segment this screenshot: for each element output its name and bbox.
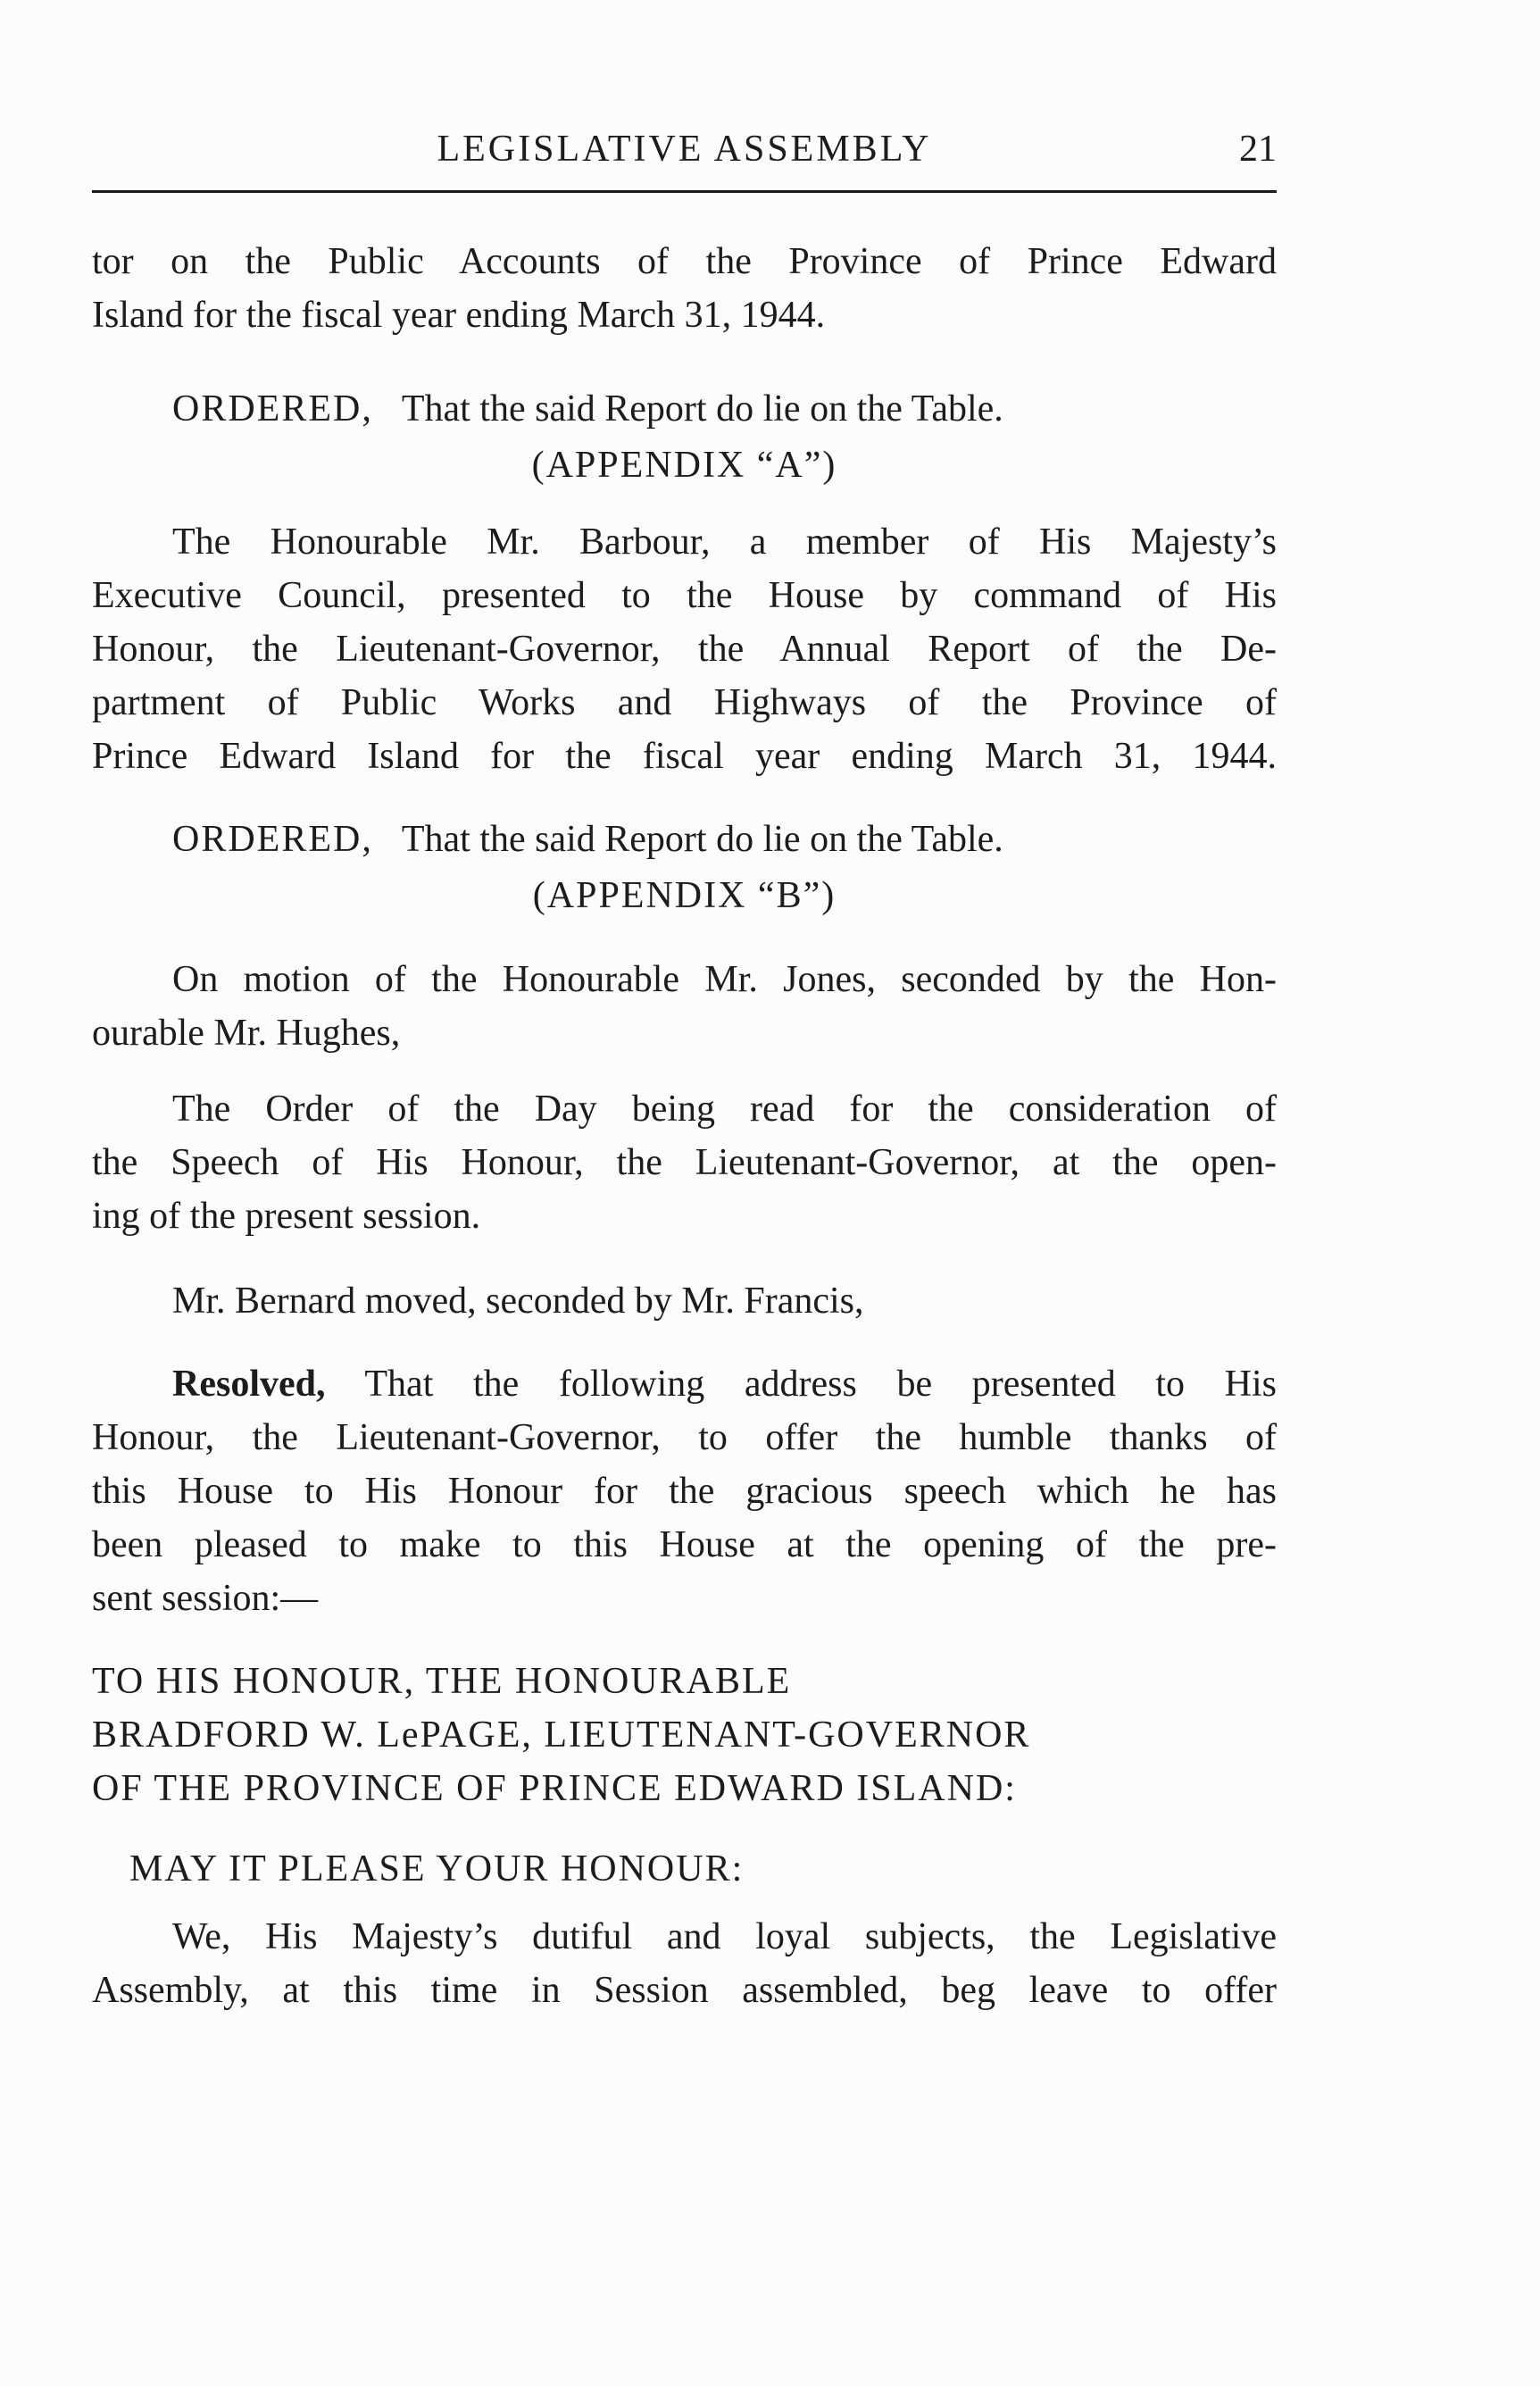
ordered-text: That the said Report do lie on the Table. <box>401 819 1003 860</box>
resolved-line <box>172 1365 1277 1403</box>
resolved-text: That the following address be presented to His <box>364 1364 1278 1405</box>
paragraph-line: The Honourable Mr. Barbour, a member of His Majesty’s <box>172 521 1277 563</box>
appendix-a-label: (APPENDIX “A”) <box>531 445 837 486</box>
paragraph-line: Prince Edward Island for the fiscal year ending March 31, 1944. <box>92 736 1277 777</box>
paragraph-line: the Speech of His Honour, the Lieutenant-Governor, at the open- <box>92 1142 1277 1183</box>
paragraph-line: Honour, the Lieutenant-Governor, the Annual Report of the De- <box>92 629 1277 670</box>
running-head: LEGISLATIVE ASSEMBLY <box>437 129 932 170</box>
appendix-b-label: (APPENDIX “B”) <box>532 875 837 916</box>
address-line: OF THE PROVINCE OF PRINCE EDWARD ISLAND: <box>92 1768 1017 1809</box>
paragraph-line: Assembly, at this time in Session assembled, beg leave to offer <box>92 1970 1277 2011</box>
salutation: MAY IT PLEASE YOUR HONOUR: <box>129 1848 745 1890</box>
page-header <box>92 119 1277 193</box>
ordered-keyword: ORDERED, <box>172 388 373 430</box>
ordered-text: That the said Report do lie on the Table. <box>401 388 1003 430</box>
address-line: TO HIS HONOUR, THE HONOURABLE <box>92 1661 792 1702</box>
ordered-line <box>172 390 1277 428</box>
ordered-line <box>172 821 1277 858</box>
paragraph-line: The Order of the Day being read for the consideration of <box>172 1089 1277 1130</box>
paragraph-line: ourable Mr. Hughes, <box>92 1013 401 1054</box>
resolved-keyword: Resolved, <box>172 1364 326 1405</box>
paragraph-line: been pleased to make to this House at the opening of the pre- <box>92 1524 1277 1565</box>
page-number: 21 <box>1239 129 1277 170</box>
paragraph-line: partment of Public Works and Highways of the Province of <box>92 682 1277 723</box>
paragraph-line: ing of the present session. <box>92 1196 481 1237</box>
paragraph-line: Island for the fiscal year ending March 31, 1944. <box>92 295 826 336</box>
ordered-keyword: ORDERED, <box>172 819 373 860</box>
paragraph-line: We, His Majesty’s dutiful and loyal subjects, the Legislative <box>172 1916 1277 1957</box>
paragraph-line: this House to His Honour for the gracious speech which he has <box>92 1471 1277 1512</box>
address-line: BRADFORD W. LePAGE, LIEUTENANT-GOVERNOR <box>92 1714 1031 1756</box>
paragraph-line: sent session:— <box>92 1578 319 1619</box>
paragraph-line: Honour, the Lieutenant-Governor, to offer the humble thanks of <box>92 1417 1277 1458</box>
paragraph-line: On motion of the Honourable Mr. Jones, seconded by the Hon- <box>172 959 1277 1000</box>
paragraph-line: Executive Council, presented to the House by command of His <box>92 575 1277 616</box>
paragraph-line: Mr. Bernard moved, seconded by Mr. Francis, <box>172 1281 864 1322</box>
paragraph-line: tor on the Public Accounts of the Province of Prince Edward <box>92 241 1277 282</box>
